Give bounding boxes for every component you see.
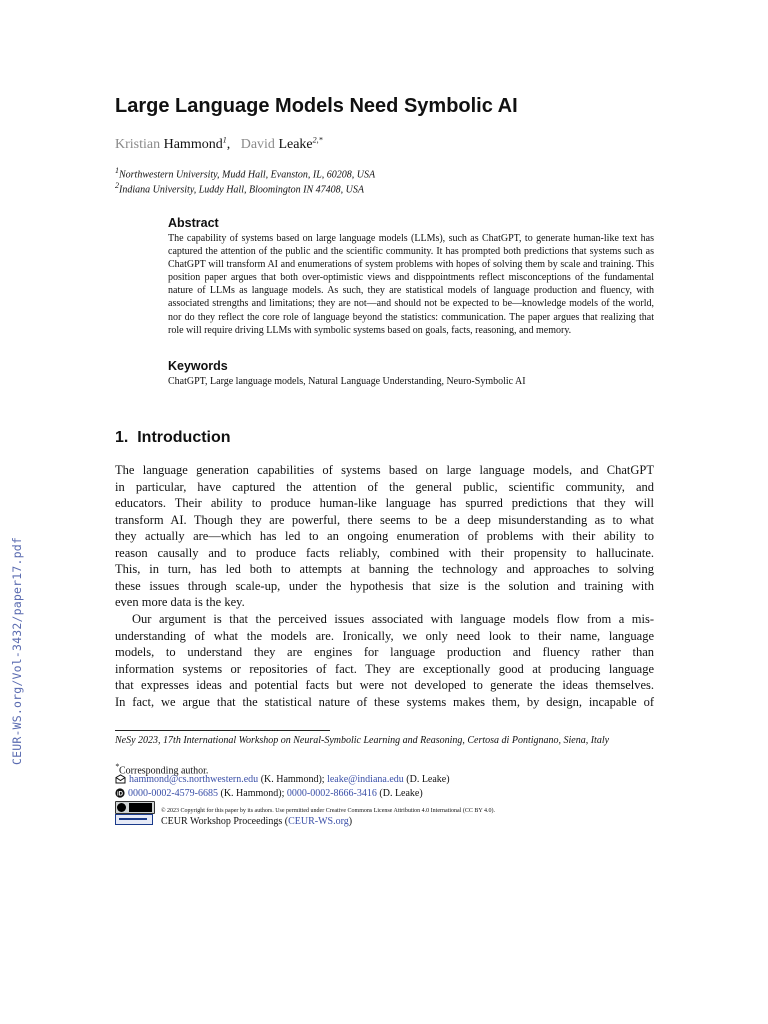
- text-line: understanding of what the models are. Ironically, we only need look to their name, language: [115, 628, 654, 643]
- text-line: transform AI. Though they are powerful, there seems to be a deep misunderstanding as to what: [115, 512, 654, 527]
- footnote-emails: [115, 773, 450, 788]
- footnote-ceur: [115, 814, 352, 828]
- affiliation-2: [115, 181, 364, 195]
- abstract-heading: Abstract: [168, 216, 219, 230]
- affiliation-text: Indiana University, Luddy Hall, Bloomington IN 47408, USA: [119, 184, 364, 196]
- affiliation-marker: 1: [115, 166, 119, 175]
- author-1: [115, 137, 234, 152]
- text-line: This, in turn, has led both to attempts at banning the technology and approaches to solving: [115, 562, 654, 576]
- orcid-owner: (K. Hammond);: [220, 788, 285, 799]
- ceur-prefix: CEUR Workshop Proceedings (: [161, 816, 289, 827]
- text-line: even more data is the key.: [115, 595, 245, 609]
- copyright-text: © 2023 Copyright for this paper by its authors. Use permitted under Creative Commons License Attribution 4.0 International (CC BY 4.0).: [161, 808, 495, 814]
- email-link-leake[interactable]: leake@indiana.edu: [327, 774, 404, 785]
- section-heading: [115, 429, 231, 447]
- author-separator: ,: [226, 136, 231, 152]
- ceur-suffix: ): [348, 816, 353, 827]
- text-line: these issues through scale-up, under the hypothesis that size is the solution and training with: [115, 578, 654, 593]
- text-line: information systems or repositories of fact. They are exceptionally good at producing language: [115, 661, 654, 676]
- affiliation-1: [115, 166, 375, 180]
- section-number: 1.: [115, 429, 129, 446]
- email-owner: (D. Leake): [406, 774, 450, 785]
- text-line: that expresses ideas and potential facts but were not developed to generate the ideas themselves.: [115, 678, 654, 692]
- orcid-icon: [115, 788, 125, 802]
- orcid-link-hammond[interactable]: 0000-0002-4579-6685: [128, 788, 218, 799]
- affiliation-text: Northwestern University, Mudd Hall, Evanston, IL, 60208, USA: [119, 169, 376, 181]
- author-given-name: David: [240, 136, 275, 152]
- author-marker: 1: [222, 135, 227, 144]
- cc-by-badge-icon: [115, 801, 155, 814]
- text-line: they actually are—which has led to an ongoing enumeration of problems with their ability to: [115, 529, 654, 543]
- ceur-link[interactable]: CEUR-WS.org: [288, 816, 349, 827]
- text-line: Our argument is that the perceived issues associated with language models flow from a mis-: [132, 612, 654, 626]
- text-line: In fact, we argue that the statistical nature of these systems makes them, by design, incapable of: [115, 694, 654, 709]
- text-line: The language generation capabilities of systems based on large language models, and ChatGPT: [115, 463, 654, 477]
- side-url-label[interactable]: CEUR-WS.org/Vol-3432/paper17.pdf: [10, 537, 24, 765]
- section-title: Introduction: [137, 429, 231, 446]
- author-2: [241, 137, 323, 152]
- email-owner: (K. Hammond);: [260, 774, 325, 785]
- author-family-name: Hammond: [163, 136, 223, 152]
- corresponding-marker: *: [115, 762, 119, 771]
- author-given-name: Kristian: [115, 136, 161, 152]
- corresponding-text: Corresponding author.: [119, 765, 209, 777]
- orcid-owner: (D. Leake): [379, 788, 423, 799]
- orcid-link-leake[interactable]: 0000-0002-8666-3416: [286, 788, 377, 799]
- author-family-name: Leake: [278, 136, 313, 152]
- author-list: [115, 135, 323, 153]
- svg-text:iD: iD: [117, 791, 123, 798]
- envelope-icon: [115, 774, 126, 788]
- text-line: educators. Their ability to produce human-like language has spurred predictions that they will: [115, 496, 654, 510]
- email-link-hammond[interactable]: hammond@cs.northwestern.edu: [129, 774, 259, 785]
- footnote-venue: NeSy 2023, 17th International Workshop on Neural-Symbolic Learning and Reasoning, Certosa di Pontignano, Siena, Italy: [115, 735, 610, 746]
- intro-paragraph-2: [115, 611, 654, 710]
- ceur-logo-icon: [115, 814, 153, 825]
- text-line: reason causally and to produce facts reliably, combined with their propensity to hallucinate.: [115, 545, 654, 560]
- keywords-heading: Keywords: [168, 359, 228, 373]
- footnote-orcids: [115, 787, 423, 802]
- author-marker: 2,*: [312, 135, 323, 144]
- text-line: in particular, have captured the attention of the general public, scientific community, and: [115, 479, 654, 494]
- abstract-text: The capability of systems based on large language models (LLMs), such as ChatGPT, to generate human-like text has captured the attention of the public and the scientific community. It has prompted both predictions that systems such as ChatGPT will transform AI and enumerations of system problems with hopes of solving them by scale and training. This position paper argues that both over-optimistic views and disppointments reflect misconceptions of the fundamental nature of LLMs as language models. As such, they are statistical models of language production and fluency, with associated strengths and limitations; they are not—and should not be expected to be—knowledge models of the world, nor do they reflect the core role of language beyond the statistics: communication. The paper argues that realizing that role will require driving LLMs with symbolic systems based on goals, facts, reasoning, and memory.: [168, 233, 654, 336]
- affiliation-marker: 2: [115, 181, 119, 190]
- footnote-rule: [115, 730, 330, 731]
- intro-paragraph-1: [115, 462, 654, 611]
- paper-title: Large Language Models Need Symbolic AI: [115, 95, 518, 117]
- keywords-text: ChatGPT, Large language models, Natural Language Understanding, Neuro-Symbolic AI: [168, 376, 526, 387]
- text-line: models, to understand they are engines for language production and fluency rather than: [115, 645, 654, 659]
